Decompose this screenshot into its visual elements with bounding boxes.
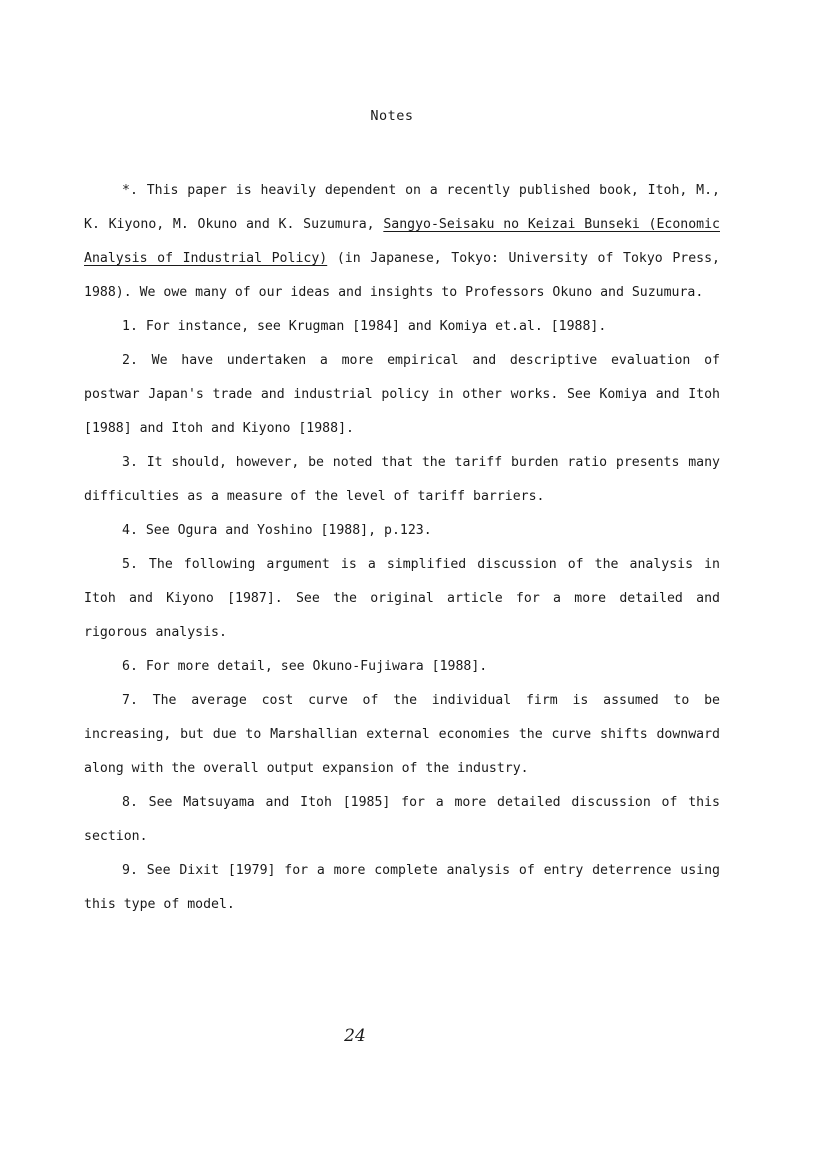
page-number: 24 bbox=[344, 1026, 366, 1046]
note-1 bbox=[84, 310, 720, 344]
note-4 bbox=[84, 514, 720, 548]
notes-list bbox=[84, 174, 720, 922]
page-title: Notes bbox=[370, 108, 414, 124]
note-text: 6. For more detail, see Okuno-Fujiwara [1988]. bbox=[122, 659, 488, 674]
note-7 bbox=[84, 684, 720, 786]
note-6 bbox=[84, 650, 720, 684]
note-text: 1. For instance, see Krugman [1984] and Komiya et.al. [1988]. bbox=[122, 319, 607, 334]
note-text: 2. We have undertaken a more empirical and descriptive evaluation of postwar Japan's trade and industrial policy in other works. See Komiya and Itoh [1988] and Itoh and Kiyono [1988]. bbox=[84, 353, 720, 436]
note-3 bbox=[84, 446, 720, 514]
note-text: 9. See Dixit [1979] for a more complete analysis of entry deterrence using this type of model. bbox=[84, 863, 720, 912]
note-text: 7. The average cost curve of the individual firm is assumed to be increasing, but due to Marshallian external economies the curve shifts downward along with the overall output expansion of the industry. bbox=[84, 693, 720, 776]
note-text: *. This paper is heavily dependent on a recently published book, Itoh, M., K. Kiyono, M. Okuno and K. Suzumura, bbox=[84, 183, 720, 232]
book-title: Sangyo-Seisaku no Keizai Bunseki (Economic Analysis of Industrial Policy) bbox=[84, 217, 720, 266]
note-text: 4. See Ogura and Yoshino [1988], p.123. bbox=[122, 523, 432, 538]
note-text-continued: (in Japanese, Tokyo: University of Tokyo Press, 1988). We owe many of our ideas and insights to Professors Okuno and Suzumura. bbox=[84, 251, 720, 300]
note-text: 8. See Matsuyama and Itoh [1985] for a more detailed discussion of this section. bbox=[84, 795, 720, 844]
note-8 bbox=[84, 786, 720, 854]
note-9 bbox=[84, 854, 720, 922]
note-text: 3. It should, however, be noted that the tariff burden ratio presents many difficulties as a measure of the level of tariff barriers. bbox=[84, 455, 720, 504]
note-text: 5. The following argument is a simplified discussion of the analysis in Itoh and Kiyono [1987]. See the original article for a more detailed and rigorous analysis. bbox=[84, 557, 720, 640]
note-2 bbox=[84, 344, 720, 446]
note-5 bbox=[84, 548, 720, 650]
note-star bbox=[84, 174, 720, 310]
